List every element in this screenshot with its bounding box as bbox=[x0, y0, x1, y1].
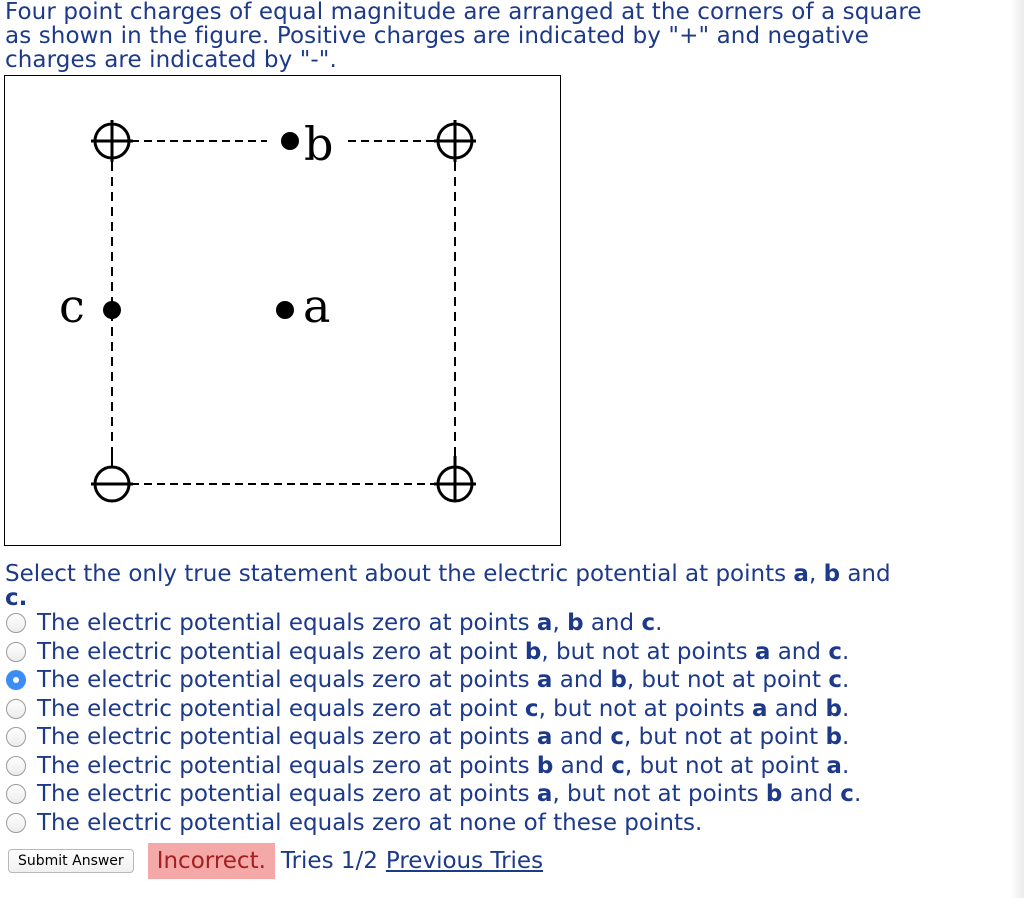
answer-point-label: c bbox=[524, 695, 539, 722]
answer-text-segment: and bbox=[770, 638, 829, 665]
answer-option-label bbox=[37, 696, 849, 722]
answer-text-segment: , bbox=[552, 610, 568, 637]
answer-text-segment: The electric potential equals zero at point bbox=[37, 638, 525, 665]
answer-option-4[interactable] bbox=[6, 695, 861, 724]
answer-option-label bbox=[37, 810, 702, 836]
answer-text-segment: . bbox=[841, 724, 850, 751]
answer-text-segment: and bbox=[782, 781, 841, 808]
answer-radio-4[interactable] bbox=[6, 699, 26, 719]
answer-text-segment: , but not at points bbox=[552, 781, 766, 808]
answer-text-segment: and bbox=[552, 667, 611, 694]
answer-point-label: b bbox=[567, 610, 584, 637]
point-c-dot bbox=[103, 301, 121, 319]
question-period: . bbox=[18, 585, 28, 611]
answer-option-2[interactable] bbox=[6, 638, 861, 667]
answer-point-label: a bbox=[754, 638, 771, 665]
answer-option-1[interactable] bbox=[6, 609, 861, 638]
question-line-1 bbox=[5, 562, 1005, 586]
answer-point-label: a bbox=[536, 610, 553, 637]
figure-drawing bbox=[5, 76, 560, 545]
answer-option-6[interactable] bbox=[6, 752, 861, 781]
answer-radio-2[interactable] bbox=[6, 642, 26, 662]
answer-text-segment: , but not at points bbox=[538, 695, 753, 722]
answer-text-segment: and bbox=[553, 752, 612, 779]
answer-point-label: b bbox=[524, 638, 542, 665]
answer-option-label bbox=[37, 639, 849, 665]
answer-text-segment: The electric potential equals zero at point bbox=[37, 695, 525, 722]
answer-option-7[interactable] bbox=[6, 780, 861, 809]
positive-charge-top-right bbox=[434, 120, 476, 162]
answer-text-segment: . bbox=[841, 667, 850, 694]
point-b-label: b bbox=[304, 117, 334, 171]
answer-option-label bbox=[37, 781, 861, 807]
answer-point-label: b bbox=[536, 752, 554, 779]
answer-point-label: c bbox=[611, 752, 625, 779]
tries-count: Tries 1/2 bbox=[280, 848, 378, 874]
answer-point-label: c bbox=[828, 638, 842, 665]
answer-point-label: b bbox=[825, 724, 842, 751]
submit-answer-button[interactable]: Submit Answer bbox=[8, 849, 134, 873]
answer-text-segment: . bbox=[841, 638, 850, 665]
answer-point-label: b bbox=[610, 667, 627, 694]
answer-radio-6[interactable] bbox=[6, 756, 26, 776]
point-a-label: a bbox=[303, 279, 331, 333]
question-point-b: b bbox=[823, 561, 841, 587]
answer-point-label: b bbox=[825, 695, 842, 722]
positive-charge-bottom-right bbox=[434, 456, 476, 501]
intro-line-2: as shown in the figure. Positive charges are indicated by "+" and negative bbox=[5, 23, 869, 49]
answer-text-segment: , but not at point bbox=[624, 752, 827, 779]
question-comma: , bbox=[808, 561, 824, 587]
answer-point-label: a bbox=[536, 724, 553, 751]
answer-radio-3[interactable] bbox=[6, 670, 26, 690]
question-prompt bbox=[5, 562, 1005, 610]
point-a-dot bbox=[276, 301, 294, 319]
scrollbar-shade bbox=[1010, 0, 1024, 898]
answer-point-label: a bbox=[536, 781, 553, 808]
answer-text-segment: . bbox=[853, 781, 862, 808]
positive-charge-top-left bbox=[91, 120, 133, 162]
answer-text-segment: The electric potential equals zero at points bbox=[37, 610, 537, 637]
answer-footer bbox=[8, 843, 543, 879]
answer-point-label: a bbox=[536, 667, 553, 694]
answer-option-label bbox=[37, 667, 849, 693]
answer-point-label: a bbox=[752, 695, 768, 722]
question-point-c: c bbox=[5, 585, 19, 611]
intro-line-3: charges are indicated by "-". bbox=[5, 47, 337, 73]
answer-text-segment: , but not at point bbox=[623, 724, 826, 751]
answer-radio-7[interactable] bbox=[6, 784, 26, 804]
question-and: and bbox=[840, 561, 891, 587]
answer-radio-5[interactable] bbox=[6, 727, 26, 747]
answer-text-segment: The electric potential equals zero at points bbox=[37, 752, 537, 779]
answer-text-segment: The electric potential equals zero at points bbox=[37, 724, 537, 751]
question-line-2 bbox=[5, 586, 1005, 610]
answer-text-segment: . bbox=[655, 610, 663, 637]
answer-text-segment: . bbox=[841, 695, 850, 722]
incorrect-status-badge: Incorrect. bbox=[148, 843, 275, 879]
answer-option-label bbox=[37, 724, 849, 750]
intro-line-1: Four point charges of equal magnitude are arranged at the corners of a square bbox=[5, 0, 922, 25]
previous-tries-link[interactable]: Previous Tries bbox=[385, 848, 544, 874]
answer-radio-8[interactable] bbox=[6, 813, 26, 833]
answer-text-segment: The electric potential equals zero at points bbox=[37, 781, 537, 808]
answer-option-5[interactable] bbox=[6, 723, 861, 752]
answer-option-8[interactable] bbox=[6, 809, 861, 838]
answer-text-segment: and bbox=[767, 695, 826, 722]
answer-text-segment: The electric potential equals zero at none of these points. bbox=[37, 809, 703, 836]
answer-text-segment: , but not at points bbox=[541, 638, 755, 665]
question-point-a: a bbox=[793, 561, 809, 587]
answer-point-label: c bbox=[828, 667, 842, 694]
answer-text-segment: , but not at point bbox=[626, 667, 829, 694]
answer-option-label bbox=[37, 610, 662, 636]
problem-intro bbox=[5, 0, 1017, 72]
answer-point-label: c bbox=[840, 781, 854, 808]
answer-point-label: c bbox=[610, 724, 624, 751]
answer-text-segment: . bbox=[841, 752, 850, 779]
answer-point-label: a bbox=[826, 752, 842, 779]
answer-option-3[interactable] bbox=[6, 666, 861, 695]
charge-square-figure bbox=[4, 75, 561, 546]
answer-point-label: b bbox=[765, 781, 783, 808]
answer-option-label bbox=[37, 753, 849, 779]
point-b-dot bbox=[281, 132, 299, 150]
negative-charge-bottom-left bbox=[91, 452, 133, 501]
answer-point-label: c bbox=[641, 610, 656, 637]
answer-radio-1[interactable] bbox=[6, 613, 26, 633]
point-c-label: c bbox=[59, 279, 85, 333]
answer-text-segment: The electric potential equals zero at points bbox=[37, 667, 537, 694]
answer-text-segment: and bbox=[552, 724, 611, 751]
answer-options bbox=[6, 609, 861, 837]
question-text: Select the only true statement about the electric potential at points bbox=[5, 561, 794, 587]
answer-text-segment: and bbox=[583, 610, 642, 637]
